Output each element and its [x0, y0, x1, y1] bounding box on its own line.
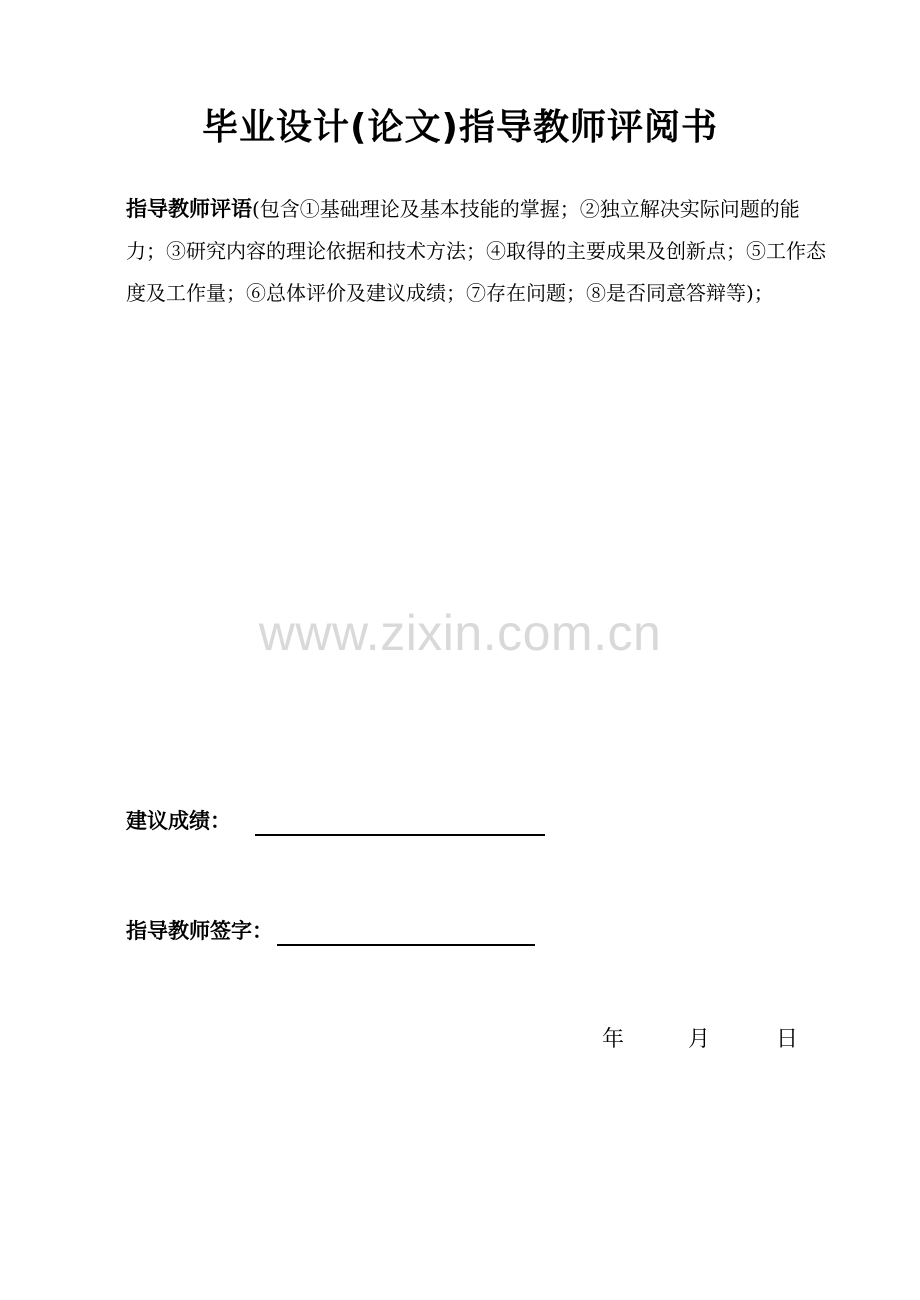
suggested-grade-label: 建议成绩： — [126, 809, 231, 833]
advisor-signature-row — [126, 906, 535, 946]
suggested-grade-field[interactable] — [255, 808, 545, 836]
date-month-label: 月 — [688, 1027, 711, 1052]
comments-instructions: (包含①基础理论及基本技能的掌握；②独立解决实际问题的能力；③研究内容的理论依据和技术方法；④取得的主要成果及创新点；⑤工作态度及工作量；⑥总体评价及建议成绩；⑦存在问题；⑧是否同意答辩等)； — [126, 197, 826, 305]
suggested-grade-row — [126, 796, 545, 836]
date-year-label: 年 — [602, 1027, 625, 1052]
comments-label: 指导教师评语 — [126, 197, 252, 221]
advisor-signature-label: 指导教师签字： — [126, 919, 273, 943]
advisor-signature-field[interactable] — [277, 918, 535, 946]
date-day-label: 日 — [776, 1027, 799, 1052]
watermark: www.zixin.com.cn — [258, 605, 662, 661]
advisor-comments-section — [126, 188, 826, 314]
document-title: 毕业设计(论文)指导教师评阅书 — [202, 107, 718, 148]
